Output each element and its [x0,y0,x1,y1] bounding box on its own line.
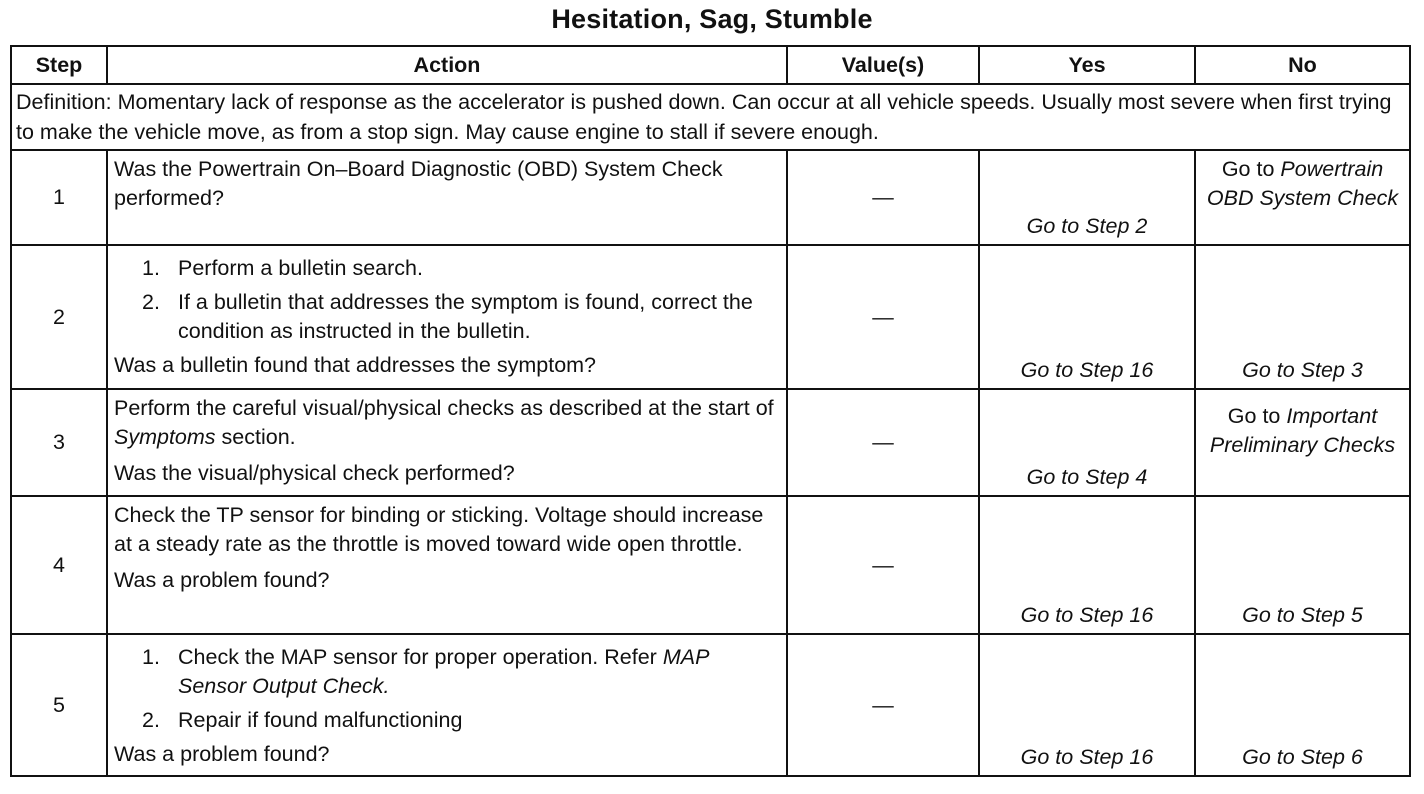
step-number: 1 [11,150,107,245]
question-text: Was a bulletin found that addresses the symptom? [114,353,597,377]
yes-cell: Go to Step 4 [979,389,1195,496]
substep-list [114,254,780,346]
step-number: 4 [11,496,107,634]
action-cell [107,496,787,634]
action-cell [107,150,787,245]
table-row [11,150,1410,245]
table-row [11,634,1410,776]
action-cell [107,634,787,776]
action-text: Perform the careful visual/physical checks as described at the start of [114,396,774,420]
action-reference: Symptoms [114,425,216,449]
substep-text: Repair if found malfunctioning [178,708,463,732]
header-values: Value(s) [787,46,979,84]
action-cell [107,389,787,496]
no-prefix: Go to [1221,157,1275,181]
header-row [11,46,1410,84]
header-yes: Yes [979,46,1195,84]
table-row [11,245,1410,389]
list-item [114,706,780,735]
no-reference: Important Preliminary Checks [1209,404,1396,457]
definition-text: Definition: Momentary lack of response as the accelerator is pushed down. Can occur at all vehicle speeds. Usually most severe when first trying to make the vehicle move, as from a stop sign. May cause engine to stall if severe enough. [11,84,1410,150]
value-cell: — [787,389,979,496]
yes-cell: Go to Step 2 [979,150,1195,245]
definition-row [11,84,1410,150]
substep-text: Perform a bulletin search. [178,256,423,280]
substep-number: 2. [142,290,160,314]
substep-list [114,643,780,735]
step-number: 5 [11,634,107,776]
step-number: 3 [11,389,107,496]
no-cell: Go to Step 5 [1195,496,1410,634]
substep-text: Check the MAP sensor for proper operation. Refer [178,645,657,669]
step-number: 2 [11,245,107,389]
substep-text: If a bulletin that addresses the symptom is found, correct the condition as instructed in the bulletin. [178,290,753,343]
no-cell [1195,389,1410,496]
list-item [114,643,780,701]
question-text: Was the visual/physical check performed? [114,461,515,485]
yes-cell: Go to Step 16 [979,496,1195,634]
substep-number: 2. [142,708,160,732]
table-row [11,389,1410,496]
page-title: Hesitation, Sag, Stumble [551,4,873,34]
no-prefix: Go to [1227,404,1281,428]
header-no: No [1195,46,1410,84]
value-cell: — [787,496,979,634]
no-cell [1195,150,1410,245]
header-action: Action [107,46,787,84]
list-item [114,288,780,346]
diagnostic-table [10,45,1411,777]
yes-cell: Go to Step 16 [979,245,1195,389]
action-cell [107,245,787,389]
value-cell: — [787,634,979,776]
yes-cell: Go to Step 16 [979,634,1195,776]
action-text: Check the TP sensor for binding or sticking. Voltage should increase at a steady rate as the throttle is moved toward wide open throttle. [114,503,764,556]
table-row [11,496,1410,634]
no-cell: Go to Step 6 [1195,634,1410,776]
substep-number: 1. [142,256,160,280]
no-reference: Powertrain OBD System Check [1206,157,1399,210]
action-text: Was the Powertrain On–Board Diagnostic (OBD) System Check performed? [114,157,723,210]
no-cell: Go to Step 3 [1195,245,1410,389]
value-cell: — [787,245,979,389]
value-cell: — [787,150,979,245]
list-item [114,254,780,283]
substep-reference: MAP Sensor Output Check. [178,645,709,698]
question-text: Was a problem found? [114,568,330,592]
action-text-end: section. [221,425,296,449]
header-step: Step [11,46,107,84]
question-text: Was a problem found? [114,742,330,766]
substep-number: 1. [142,645,160,669]
